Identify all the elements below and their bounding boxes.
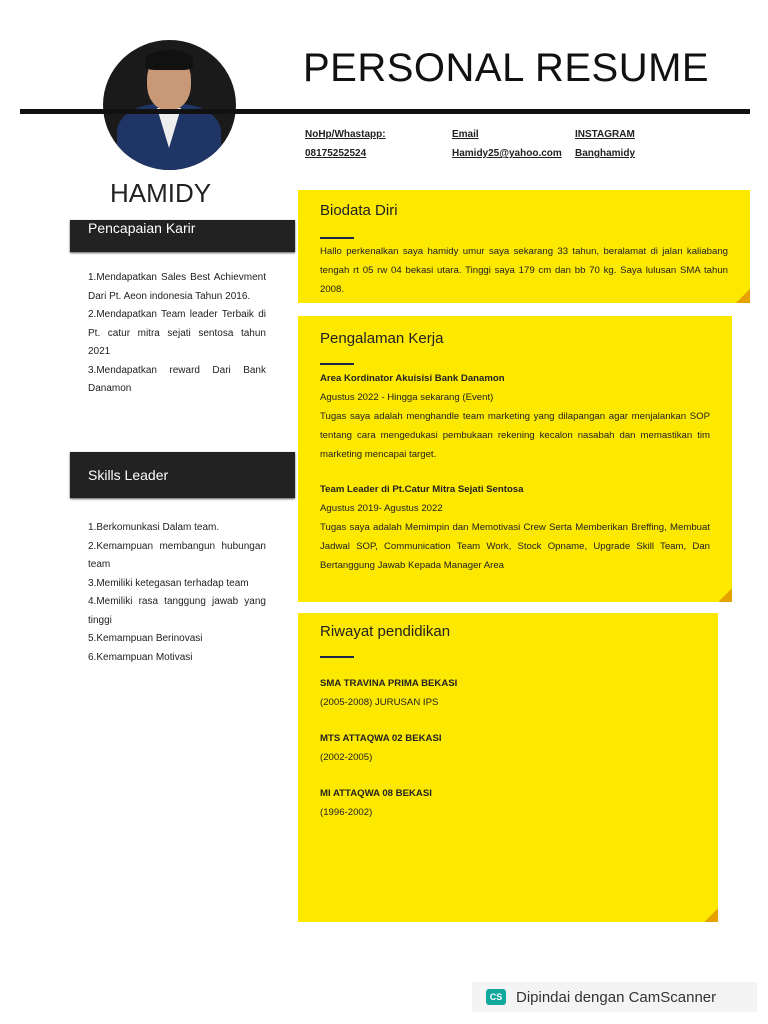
title-underline [320, 237, 354, 239]
job-description: Tugas saya adalah Memimpin dan Memotivasi Crew Serta Memberikan Breffing, Membuat Jadwal SOP, Communication Team Work, Stock Opname, Upgrade Skill Team, Dan Bertanggung Jawab Kepada Manager Area [320, 522, 710, 571]
job-period: Agustus 2019- Agustus 2022 [320, 503, 443, 514]
page-fold [704, 908, 718, 922]
achievement-item: 1.Mendapatkan Sales Best Achievment Dari Pt. Aeon indonesia Tahun 2016. [88, 272, 266, 302]
school-name: MTS ATTAQWA 02 BEKASI [320, 733, 442, 744]
skills-title: Skills Leader [88, 467, 169, 483]
instagram-value[interactable]: Banghamidy [575, 148, 636, 159]
experience-title: Pengalaman Kerja [320, 330, 444, 347]
skill-item: 1.Berkomunkasi Dalam team. [88, 522, 220, 533]
instagram-label: INSTAGRAM [575, 129, 635, 140]
achievements-list [88, 269, 266, 399]
job-role: Team Leader di Pt.Catur Mitra Sejati Sentosa [320, 484, 524, 495]
school-name: MI ATTAQWA 08 BEKASI [320, 788, 432, 799]
skills-header [70, 452, 295, 498]
biodata-section [298, 190, 750, 303]
page-title: PERSONAL RESUME [303, 46, 710, 90]
email-label: Email [452, 129, 479, 140]
title-underline [320, 363, 354, 365]
job-period: Agustus 2022 - Hingga sekarang (Event) [320, 392, 494, 403]
achievements-title: Pencapaian Karir [88, 220, 196, 236]
phone-value[interactable]: 08175252524 [305, 148, 367, 159]
school-detail: (2005-2008) JURUSAN IPS [320, 697, 439, 708]
profile-photo [103, 40, 236, 170]
page-fold [736, 289, 750, 303]
watermark-text: Dipindai dengan CamScanner [516, 988, 717, 1006]
job-role: Area Kordinator Akuisisi Bank Danamon [320, 373, 505, 384]
skill-item: 2.Kemampuan membangun hubungan team [88, 540, 266, 570]
header-divider [20, 109, 750, 114]
skill-item: 6.Kemampuan Motivasi [88, 651, 193, 663]
experience-section [298, 316, 732, 602]
biodata-text: Hallo perkenalkan saya hamidy umur saya sekarang 33 tahun, beralamat di jalan kaliabang tengah rt 05 rw 04 bekasi utara. Tinggi saya 179 cm dan bb 70 kg. Saya lulusan SMA tahun 2008. [320, 246, 728, 295]
education-title: Riwayat pendidikan [320, 623, 451, 640]
achievements-header [70, 220, 295, 252]
achievement-item: 3.Mendapatkan reward Dari Bank Danamon [88, 364, 266, 394]
title-underline [320, 656, 354, 658]
skill-item: 4.Memiliki rasa tanggung jawab yang tinggi [88, 596, 266, 626]
camscanner-watermark [472, 982, 757, 1012]
school-name: SMA TRAVINA PRIMA BEKASI [320, 678, 458, 689]
page-fold [718, 588, 732, 602]
education-section [298, 613, 718, 922]
biodata-title: Biodata Diri [320, 202, 398, 219]
skill-item: 5.Kemampuan Berinovasi [88, 633, 203, 644]
phone-label: NoHp/Whastapp: [305, 129, 386, 140]
achievement-item: 2.Mendapatkan Team leader Terbaik di Pt. catur mitra sejati sentosa tahun 2021 [88, 309, 266, 357]
skill-item: 3.Memiliki ketegasan terhadap team [88, 577, 249, 589]
email-value[interactable]: Hamidy25@yahoo.com [452, 148, 562, 159]
job-description: Tugas saya adalah menghandle team marketing yang dilapangan agar menjalankan SOP tentang cara mengedukasi pembukaan rekening kecalon nasabah dan memastikan tim marketing mencapai target. [320, 411, 710, 460]
skills-list [88, 519, 266, 667]
camscanner-logo-icon: CS [486, 989, 506, 1005]
person-name: HAMIDY [110, 178, 212, 208]
school-detail: (1996-2002) [320, 807, 373, 818]
school-detail: (2002-2005) [320, 752, 373, 763]
